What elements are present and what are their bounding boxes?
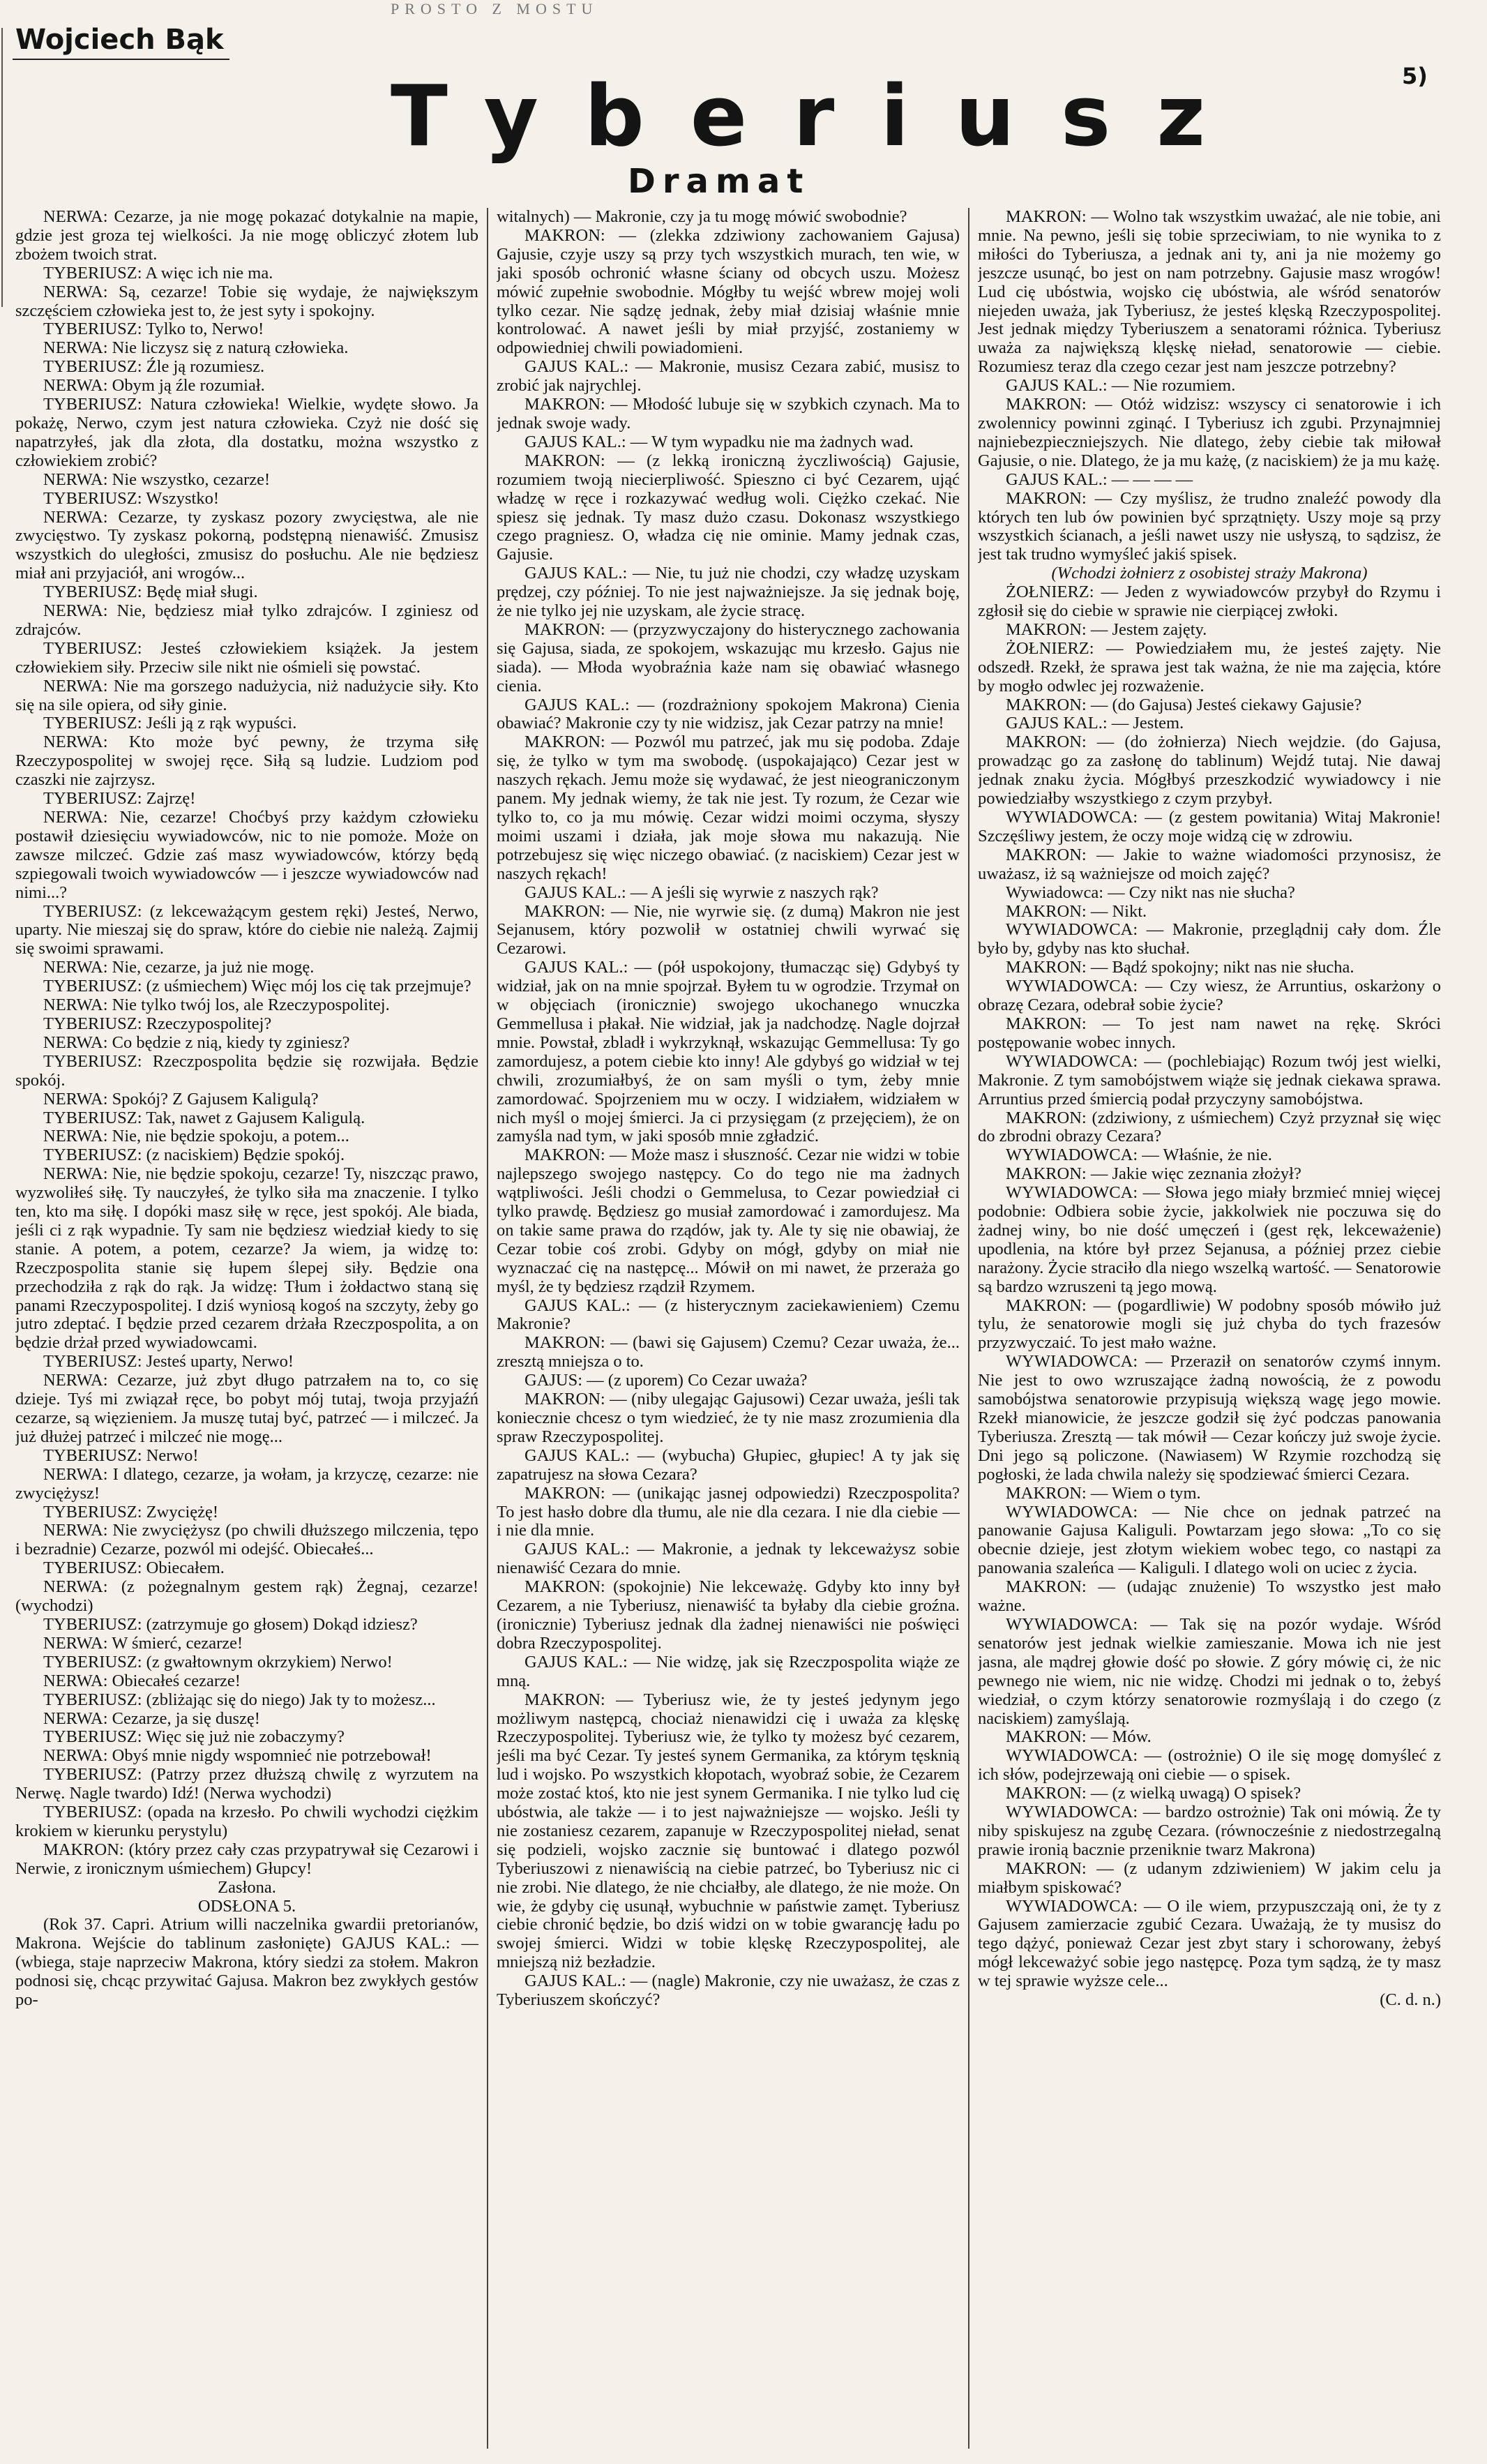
paragraph: MAKRON: — (z lekką ironiczną życzliwością) Gajusie, rozumiem twoją niecierpliwość. Spieszno ci być Cezarem, ująć władzę w ręce i rozkazywać według woli. Ciężko czekać. Nie spiesz się jednak. Ty masz dużo czasu. Dokonasz wszystkiego czego pragniesz. O, władza cię nie ominie. Mamy jednak czas, Gajusie. xyxy=(497,451,960,564)
paragraph: MAKRON: — Nikt. xyxy=(1006,901,1147,921)
paragraph: MAKRON: — Młodość lubuje się w szybkich czynach. Ma to jednak swoje wady. xyxy=(497,395,960,433)
paragraph: MAKRON: — Mów. xyxy=(1006,1727,1152,1747)
paragraph: MAKRON: — Otóż widzisz: wszyscy ci senatorowie i ich zwolennicy powinni zginąć. I Tyberiusz ich zgubi. Przynajmniej najniebezpieczniejszych. Nie dlatego, żeby ciebie tak miłował Gajusie, o nie. Dlatego, że ja mu każę, (z naciskiem) że ja mu każę. xyxy=(978,395,1441,470)
paragraph: MAKRON: — (pogardliwie) W podobny sposób mówiło już tylu, że senatorowie mogli się już chyba do tych frazesów przyzwyczaić. To jest mało ważne. xyxy=(978,1295,1441,1353)
paragraph: MAKRON: — Może masz i słuszność. Cezar nie widzi w tobie najlepszego swojego następcy. Co do tego nie ma żadnych wątpliwości. Jeśli chodzi o Gemmelusa, to Cezar powiedział ci tylko prawdę. Będziesz go musiał zamordować i zamordujesz. Ma on takie same prawa do rządów, jak ty. Ale ty się nie obawiaj, że Cezar tobie coś zrobi. Gdyby on mógł, gdyby on miał nie wyznaczać cię na następcę... Mówił on mi nawet, że przeraża go myśl, że ty będziesz rządził Rzymem. xyxy=(497,1145,960,1296)
paragraph: TYBERIUSZ: (zatrzymuje go głosem) Dokąd idziesz? xyxy=(43,1614,418,1634)
paragraph: TYBERIUSZ: Nerwo! xyxy=(43,1445,199,1465)
paragraph: MAKRON: — Jakie więc zeznania złożył? xyxy=(1006,1164,1301,1184)
text-column-2 xyxy=(497,208,960,2449)
paragraph: NERWA: W śmierć, cezarze! xyxy=(43,1633,243,1653)
paragraph: TYBERIUSZ: (opada na krzesło. Po chwili wychodzi ciężkim krokiem w kierunku perystylu) xyxy=(15,1803,478,1840)
paragraph: NERWA: Cezarze, ja nie mogę pokazać dotykalnie na mapie, gdzie jest groza tej wielkości. Ja nie mogę obliczyć złotem lub zbożem twoich strat. xyxy=(15,208,478,264)
paragraph: NERWA: Nie zwyciężysz (po chwili dłuższego milczenia, tępo i bezradnie) Cezarze, pozwól mi odejść. Obiecałeś... xyxy=(15,1521,478,1559)
paragraph: MAKRON: — (unikając jasnej odpowiedzi) Rzeczpospolita? To jest hasło dobre dla tłumu, ale nie dla cezara. I nie dla ciebie — i nie dla mnie. xyxy=(497,1483,960,1540)
paragraph: WYWIADOWCA: — Słowa jego miały brzmieć mniej więcej podobnie: Odbiera sobie życie, jakkolwiek nie poczuwa się do żadnej winy, bo nie dość umęczeń i (gest ręk, lekceważenie) upodlenia, na które był przez Sejanusa, a później przez ciebie narażony. Życie straciło dla niego wszelką wartość. — Senatorowie są bardzo wzruszeni tą jego mową. xyxy=(978,1183,1441,1296)
paragraph: NERWA: Cezarze, ja się duszę! xyxy=(43,1708,260,1728)
paragraph: MAKRON: (zdziwiony, z uśmiechem) Czyż przyznał się więc do zbrodni obrazy Cezara? xyxy=(978,1108,1441,1146)
paragraph: NERWA: Cezarze, ty zyskasz pozory zwycięstwa, ale nie zwycięstwo. Ty zyskasz pokorną, podstępną nienawiść. Zmusisz wszystkich do uległości, zmusisz do posłuchu. Ale nie będziesz miał ani przyjaciół, ani wrogów... xyxy=(15,507,478,583)
paragraph: TYBERIUSZ: Jesteś uparty, Nerwo! xyxy=(43,1352,294,1372)
paragraph: NERWA: Nie, nie będzie spokoju, a potem... xyxy=(43,1127,349,1146)
paragraph: NERWA: Nie ma gorszego nadużycia, niż nadużycie siły. Kto się na sile opiera, od siły ginie. xyxy=(15,676,478,714)
paragraph: GAJUS KAL.: — (rozdrażniony spokojem Makrona) Cienia obawiać? Makronie czy ty nie widzisz, jak Cezar patrzy na mnie! xyxy=(497,695,960,733)
paragraph: ODSŁONA 5. xyxy=(197,1896,296,1916)
paragraph: MAKRON: — (przyzwyczajony do histerycznego zachowania się Gajusa, siada, ze spokojem, wskazując mu krzesło. Gajus nie siada). — Młoda wyobraźnia każe nam się obawiać własnego cienia. xyxy=(497,619,960,696)
margin-rule xyxy=(1,28,3,307)
paragraph: GAJUS KAL.: — Jestem. xyxy=(1006,714,1184,733)
text-column-3 xyxy=(978,208,1441,2449)
paragraph: TYBERIUSZ: A więc ich nie ma. xyxy=(43,263,273,283)
paragraph: NERWA: Nie, nie będzie spokoju, cezarze! Ty, niszcząc prawo, wyzwoliłeś siłę. Ty nauczyłeś, że tylko siła ma znaczenie. I tylko ten, kto ma siłę. I dopóki masz siłę w ręce, jest spokój. Ale biada, jeśli ci z rąk wypadnie. Ty sam nie będziesz wiedział kiedy to się stanie. A potem, a potem, cezarze? Ja wiem, ja widzę to: Rzeczpospolita stanie się łupem ślepej siły. Będzie ona przechodziła z rąk do rąk. Ja widzę: Tłum i żołdactwo staną się panami Rzeczypospolitej. I dziś wyniosą kogoś na szczyty, żeby go jutro zdeptać. I będzie przed cezarem drżała Rzeczpospolita, a on będzie drżał przed wywiadowcami. xyxy=(15,1164,478,1353)
paragraph: NERWA: I dlatego, cezarze, ja wołam, ja krzyczę, cezarze: nie zwyciężysz! xyxy=(15,1464,478,1503)
paragraph: TYBERIUSZ: (Patrzy przez dłuższą chwilę z wyrzutem na Nerwę. Nagle twardo) Idź! (Nerwa wychodzi) xyxy=(15,1765,478,1803)
paragraph: MAKRON: — Tyberiusz wie, że ty jesteś jedynym jego możliwym następcą, chociaż nienawidzi cię i uważa za klęskę Rzeczypospolitej. Tyberiusz wie, że tylko ty możesz być cezarem, jeśli ma być Cezar. Ty jesteś synem Germanika, za którym tęsknią lud i wojsko. Po wszystkich kłopotach, wyobraź sobie, że Cezarem może zostać ktoś, kto nie jest synem Germanika. I nie tylko lud cię ubóstwia, ale także — i to jest najważniejsze — wojsko. Jeśli ty nie zostaniesz cezarem, zapanuje w Rzeczypospolitej nieład, senat się podzieli, wojsko zacznie się buntować i dlatego pozwól Tyberiuszowi z nienawiścią na ciebie patrzeć, bo Tyberiusz nic ci nie zrobi. Nie dlatego, że nie chciałby, ale dlatego, że nie może. On wie, że gdyby cię usunął, wybuchnie w państwie zamęt. Tyberiusz ciebie chronić będzie, bo dziś widzi on w tobie gwarancję ładu po swojej śmierci. Widzi w tobie klęskę Rzeczypospolitej, ale mniejszą niż bezładzie. xyxy=(497,1690,960,1972)
paragraph: WYWIADOWCA: — bardzo ostrożnie) Tak oni mówią. Że ty niby spiskujesz na zgubę Cezara. (równocześnie z niedostrzegalną prawie ironią bacznie przeniknie twarz Makrona) xyxy=(978,1803,1441,1859)
paragraph: WYWIADOWCA: — Przeraził on senatorów czymś innym. Nie jest to owo wzruszające żadną nowością, że z powodu samobójstwa senatorowie przypisują większą wagę jego mowie. Rzekł mianowicie, że jeszcze godził się żyć podczas panowania Tyberiusza. Zresztą — tak mówił — Cezar kończy już swoje życie. Dni jego są policzone. (Nawiasem) W Rzymie rozchodzą się pogłoski, że lada chwila należy się spodziewać śmierci Cezara. xyxy=(978,1352,1441,1484)
paragraph: Wywiadowca: — Czy nikt nas nie słucha? xyxy=(1006,882,1295,902)
column-divider xyxy=(968,208,969,2449)
page-title: Tyberiusz xyxy=(391,68,1252,165)
paragraph: MAKRON: — (bawi się Gajusem) Czemu? Cezar uważa, że... zresztą mniejsza o to. xyxy=(497,1333,960,1372)
text-column-1 xyxy=(15,208,478,2449)
paragraph: TYBERIUSZ: Jesteś człowiekiem książek. Ja jestem człowiekiem siły. Przeciw sile nikt nie ośmieli się powstać. xyxy=(15,638,478,677)
continuation-note: (C. d. n.) xyxy=(1380,1990,1441,2010)
paragraph: witalnych) — Makronie, czy ja tu mogę mówić swobodnie? xyxy=(497,208,907,226)
paragraph: MAKRON: — (do Gajusa) Jesteś ciekawy Gajusie? xyxy=(1006,695,1362,714)
paragraph: WYWIADOWCA: — O ile wiem, przypuszczają oni, że ty z Gajusem zamierzacie zgubić Cezara. Uważają, że ty musisz do tego dążyć, ponieważ Cezar jest zbyt stary i schorowany, żebyś mógł lekceważyć sobie jego następcę. Poza tym sądzą, że ty masz w tej sprawie wyższe cele... xyxy=(978,1896,1441,1991)
paragraph: NERWA: Są, cezarze! Tobie się wydaje, że największym szczęściem człowieka jest to, że jest syty i spokojny. xyxy=(15,282,478,320)
paragraph: MAKRON: — Nie, nie wyrwie się. (z dumą) Makron nie jest Sejanusem, który pozwolił w ostatniej chwili wyrwać się Cezarowi. xyxy=(497,901,960,959)
paragraph: (Rok 37. Capri. Atrium willi naczelnika gwardii pretorianów, Makrona. Wejście do tablinum zasłonięte) GAJUS KAL.: — (wbiega, staje naprzeciw Makrona, który siedzi za stołem. Makron podnosi się, chcąc przywitać Gajusa. Makron bez zwykłych gestów po- xyxy=(15,1915,478,2010)
paragraph: TYBERIUSZ: (z lekceważącym gestem ręki) Jesteś, Nerwo, uparty. Nie mieszaj się do spraw, które do ciebie nie należą. Zajmij się swoimi sprawami. xyxy=(15,901,478,959)
author-name: Wojciech Bąk xyxy=(13,24,229,60)
paragraph: NERWA: Co będzie z nią, kiedy ty zginiesz? xyxy=(43,1032,350,1052)
paragraph: GAJUS KAL.: — Makronie, musisz Cezara zabić, musisz to zrobić jak najrychlej. xyxy=(497,357,960,396)
paragraph: MAKRON: — To jest nam nawet na rękę. Skróci postępowanie wobec innych. xyxy=(978,1014,1441,1052)
paragraph: GAJUS KAL.: — Makronie, a jednak ty lekceważysz sobie nienawiść Cezara do mnie. xyxy=(497,1540,960,1578)
paragraph: GAJUS KAL.: — Nie rozumiem. xyxy=(1006,376,1236,396)
paragraph: TYBERIUSZ: Więc się już nie zobaczymy? xyxy=(43,1727,345,1747)
paragraph: NERWA: Obyś mnie nigdy wspomnieć nie potrzebował! xyxy=(43,1746,432,1766)
paragraph: NERWA: Kto może być pewny, że trzyma siłę Rzeczypospolitej w swojej ręce. Siłą są ludzie. Ludziom pod czaszki nie zajrzysz. xyxy=(15,733,478,790)
paragraph: GAJUS: — (z uporem) Co Cezar uważa? xyxy=(524,1371,808,1390)
paragraph: GAJUS KAL.: — (nagle) Makronie, czy nie uważasz, że czas z Tyberiuszem skończyć? xyxy=(497,1971,960,2010)
paragraph: MAKRON: — Bądź spokojny; nikt nas nie słucha. xyxy=(1006,958,1354,977)
paragraph: GAJUS KAL.: — W tym wypadku nie ma żadnych wad. xyxy=(524,432,914,451)
paragraph: WYWIADOWCA: — (pochlebiając) Rozum twój jest wielki, Makronie. Z tym samobójstwem wiąże się jednak ciekawa sprawa. Arruntius przed śmiercią podał przyczyny samobójstwa. xyxy=(978,1051,1441,1109)
paragraph: NERWA: Cezarze, już zbyt długo patrzałem na to, co się dzieje. Tyś mi związał ręce, bo pobyt mój tutaj, twoja przyjaźń cezarze, są więzieniem. Ja muszę tutaj być, patrzeć — i milczeć. Ja już dłużej patrzeć i milczeć nie mogę... xyxy=(15,1371,478,1446)
paragraph: NERWA: Obiecałeś cezarze! xyxy=(43,1671,241,1690)
paragraph: TYBERIUSZ: Rzeczypospolitej? xyxy=(43,1014,272,1033)
paragraph: MAKRON: — Wiem o tym. xyxy=(1006,1483,1201,1503)
paragraph: MAKRON: (który przez cały czas przypatrywał się Cezarowi i Nerwie, z ironicznym uśmiechem) Głupcy! xyxy=(15,1840,478,1878)
paragraph: TYBERIUSZ: Zajrzę! xyxy=(43,789,196,809)
paragraph: WYWIADOWCA: — Makronie, przeglądnij cały dom. Źle było by, gdyby nas kto słuchał. xyxy=(978,920,1441,959)
paragraph: TYBERIUSZ: Jeśli ją z rąk wypuści. xyxy=(43,714,297,733)
paragraph: GAJUS KAL.: — Nie, tu już nie chodzi, czy władzę uzyskam prędzej, czy później. To nie jest najważniejsze. Ja się jednak boję, że nie tylko jej nie uzyskam, ale życie stracę. xyxy=(497,564,960,621)
page-number: 5) xyxy=(1402,63,1428,89)
paragraph: MAKRON: — Wolno tak wszystkim uważać, ale nie tobie, ani mnie. Na pewno, jeśli się tobie sprzeciwiam, to nie wynika to z miłości do Tyberiusza, a jednak ani ty, ani ja nie możemy go jeszcze usunąć, bo jest on nam potrzebny. Gajusie masz wrogów! Lud cię ubóstwia, wojsko cię ubóstwia, ale wśród senatorów niejeden uważa, jak Tyberiusz, że jesteś klęską Rzeczypospolitej. Jest jednak między Tyberiuszem a senatorami różnica. Tyberiusz uważa za największą klęskę nieład, senatorowie — ciebie. Rozumiesz teraz dla czego cezar jest nam jeszcze potrzebny? xyxy=(978,208,1441,377)
paragraph: NERWA: Nie, cezarze! Choćbyś przy każdym człowieku postawił dziesięciu wywiadowców, nic to nie pomoże. Może on zawsze milczeć. Gdzie zaś masz wywiadowców, którzy będą szpiegowali twoich wywiadowców — i jeszcze wywiadowców nad nimi...? xyxy=(15,808,478,902)
paragraph: GAJUS KAL.: — Nie widzę, jak się Rzeczpospolita wiąże ze mną. xyxy=(497,1652,960,1690)
paragraph: MAKRON: — Czy myślisz, że trudno znaleźć powody dla których ten lub ów powinien być sprzątnięty. Uszy moje są przy wszystkich ścianach, a jeśli nawet uszy nie usłyszą, to sądzisz, że jest tak trudno wymyśleć jakiś spisek. xyxy=(978,488,1441,564)
paragraph: GAJUS KAL.: — (z histerycznym zaciekawieniem) Czemu Makronie? xyxy=(497,1295,960,1334)
paragraph: Zasłona. xyxy=(218,1877,276,1897)
paragraph: WYWIADOWCA: — Nie chce on jednak patrzeć na panowanie Gajusa Kaliguli. Powtarzam jego słowa: „To co się obecnie dzieje, jest złotym wiekiem wobec tego, co nastąpi za panowania szaleńca — Kaliguli. I dlatego woli on uciec z życia. xyxy=(978,1502,1441,1578)
paragraph: MAKRON: — (zlekka zdziwiony zachowaniem Gajusa) Gajusie, czyje uszy są przy tych wszystkich murach, ten wie, w jaki sposób ochronić własne ściany od obcych uszu. Możesz mówić zupełnie swobodnie. Mógłby tu wejść wbrew mojej woli tylko cezar. Nie sądzę jednak, żeby miał dzisiaj właśnie mnie kontrolować. A nawet jeśli by miał przyjść, zostaniemy w odpowiedniej chwili powiadomieni. xyxy=(497,225,960,358)
paragraph: TYBERIUSZ: Rzeczpospolita będzie się rozwijała. Będzie spokój. xyxy=(15,1051,478,1090)
paragraph: ŻOŁNIERZ: — Jeden z wywiadowców przybył do Rzymu i zgłosił się do ciebie w sprawie nie cierpiącej zwłoki. xyxy=(978,583,1441,621)
paragraph: GAJUS KAL.: — — — — xyxy=(1006,469,1193,489)
paragraph: TYBERIUSZ: (zbliżając się do niego) Jak ty to możesz... xyxy=(43,1690,436,1709)
column-divider xyxy=(487,208,488,2449)
paragraph: WYWIADOWCA: — Właśnie, że nie. xyxy=(1006,1145,1272,1165)
paragraph: NERWA: (z pożegnalnym gestem rąk) Żegnaj, cezarze! (wychodzi) xyxy=(15,1577,478,1616)
paragraph: MAKRON: — (z wielką uwagą) O spisek? xyxy=(1006,1784,1301,1803)
paragraph: NERWA: Nie, będziesz miał tylko zdrajców. I zginiesz od zdrajców. xyxy=(15,601,478,639)
paragraph: GAJUS KAL.: — A jeśli się wyrwie z naszych rąk? xyxy=(524,882,879,902)
paragraph: MAKRON: (spokojnie) Nie lekceważę. Gdyby kto inny był Cezarem, a nie Tyberiusz, nienawiść ta byłaby dla ciebie groźna. (ironicznie) Tyberiusz jednak dla żadnej nienawiści nie poświęci dobra Rzeczypospolitej. xyxy=(497,1577,960,1653)
paragraph: MAKRON: — (udając znużenie) To wszystko jest mało ważne. xyxy=(978,1577,1441,1616)
paragraph: NERWA: Nie tylko twój los, ale Rzeczypospolitej. xyxy=(43,996,390,1015)
paragraph: NERWA: Obym ją źle rozumiał. xyxy=(43,376,265,396)
paragraph: MAKRON: — (do żołnierza) Niech wejdzie. (do Gajusa, prowadząc go za zasłonę do tablinum) Wejdź tutaj. Nie dawaj jednak znaku życia. Mógłbyś przeszkodzić wywiadowcy i nie powiedziałby wszystkiego z czym przybył. xyxy=(978,733,1441,809)
paragraph: NERWA: Spokój? Z Gajusem Kaligulą? xyxy=(43,1089,319,1109)
paragraph: TYBERIUSZ: Tak, nawet z Gajusem Kaligulą. xyxy=(43,1108,365,1127)
paragraph: MAKRON: — (niby ulegając Gajusowi) Cezar uważa, jeśli tak koniecznie chcesz o tym wiedzieć, że ty nie masz zrozumienia dla spraw Rzeczypospolitej. xyxy=(497,1390,960,1446)
paragraph: MAKRON: — Pozwól mu patrzeć, jak mu się podoba. Zdaje się, że tylko w tym ma swobodę. (uspokajająco) Cezar jest w naszych rękach. Jemu może się wydawać, że jest nieograniczonym panem. My jednak wiemy, że tak nie jest. Ty rozum, że Cezar wie tylko to, co ja mu mówię. Cezar widzi moimi oczyma, słyszy moimi uszami i działa, jak moje słowa mu nakazują. Nie potrzebujesz się więc niczego obawiać. (z naciskiem) Cezar jest w naszych rękach! xyxy=(497,733,960,883)
paragraph: ŻOŁNIERZ: — Powiedziałem mu, że jesteś zajęty. Nie odszedł. Rzekł, że sprawa jest tak ważna, że nie ma zajęcia, które by mogło odwlec jej rozważenie. xyxy=(978,638,1441,696)
paragraph: WYWIADOWCA: — (z gestem powitania) Witaj Makronie! Szczęśliwy jestem, że oczy moje widzą cię w zdrowiu. xyxy=(978,808,1441,846)
paragraph: TYBERIUSZ: Źle ją rozumiesz. xyxy=(43,357,265,377)
paragraph: GAJUS KAL.: — (wybucha) Głupiec, głupiec! A ty jak się zapatrujesz na słowa Cezara? xyxy=(497,1445,960,1484)
paragraph: GAJUS KAL.: — (pół uspokojony, tłumacząc się) Gdybyś ty widział, jak on na mnie spojrzał. Byłem tu w ogrodzie. Trzymał on w objęciach (ironicznie) swojego ukochanego wnuczka Gemmellusa i płakał. Nie widział, jak ja nadchodzę. Nagle dojrzał mnie. Powstał, zbladł i wykrzyknął, wskazując Gemmellusa: Ty go zamordujesz, a potem ciebie kto inny! Ale gdybyś go widział w tej chwili, zrozumiałbyś, że on sam myśli o tym, żeby mnie zamordować. Spojrzeniem mu w oczy. I widziałem, widziałem w nich myśl o mojej śmierci. Ja ci przysięgam (z przejęciem), że on zamyśla nad tym, w jaki sposób mnie zgładzić. xyxy=(497,958,960,1146)
paragraph: MAKRON: — Jestem zajęty. xyxy=(1006,619,1207,639)
paragraph: MAKRON: — (z udanym zdziwieniem) W jakim celu ja miałbym spiskować? xyxy=(978,1858,1441,1897)
paragraph: TYBERIUSZ: (z uśmiechem) Więc mój los cię tak przejmuje? xyxy=(43,977,471,996)
top-fragment: PROSTO Z MOSTU xyxy=(391,0,598,17)
paragraph: TYBERIUSZ: Tylko to, Nerwo! xyxy=(43,320,264,339)
paragraph: WYWIADOWCA: — (ostrożnie) O ile się mogę domyśleć z ich słów, podejrzewają oni ciebie — o spisek. xyxy=(978,1746,1441,1785)
paragraph: TYBERIUSZ: Będę miał sługi. xyxy=(43,583,258,602)
paragraph: NERWA: Nie, cezarze, ja już nie mogę. xyxy=(43,958,315,977)
paragraph: (Wchodzi żołnierz z osobistej straży Makrona) xyxy=(1051,564,1368,583)
paragraph: MAKRON: — Jakie to ważne wiadomości przynosisz, że uważasz, iż są ważniejsze od moich zajęć? xyxy=(978,845,1441,883)
paragraph: TYBERIUSZ: Zwyciężę! xyxy=(43,1502,219,1522)
paragraph: WYWIADOWCA: — Tak się na pozór wydaje. Wśród senatorów jest jednak wielkie zamieszanie. Mowa ich nie jest jasna, ale mądrej głowie dość po słowie. Z góry mówię ci, że nic pewnego nie wiem, nic nie widzę. Chodzi mi jednak o to, żebyś wiedział, o czym którzy senatorowie rozmyślają i do czego (z naciskiem) zamyślają. xyxy=(978,1614,1441,1728)
paragraph: WYWIADOWCA: — Czy wiesz, że Arruntius, oskarżony o obrazę Cezara, odebrał sobie życie? xyxy=(978,977,1441,1015)
paragraph: TYBERIUSZ: (z naciskiem) Będzie spokój. xyxy=(43,1145,345,1165)
paragraph: TYBERIUSZ: Wszystko! xyxy=(43,488,220,508)
paragraph: TYBERIUSZ: Natura człowieka! Wielkie, wydęte słowo. Ja pokażę, Nerwo, czym jest natura człowieka. Czyż nie dość się napatrzyłeś, jak dla złota, dla dostatku, można wszystko z człowiekiem zrobić? xyxy=(15,395,478,470)
paragraph: NERWA: Nie wszystko, cezarze! xyxy=(43,469,271,489)
page-subtitle: Dramat xyxy=(628,162,810,201)
paragraph: TYBERIUSZ: (z gwałtownym okrzykiem) Nerwo! xyxy=(43,1652,393,1672)
paragraph: NERWA: Nie liczysz się z naturą człowieka. xyxy=(43,338,349,358)
paragraph: TYBERIUSZ: Obiecałem. xyxy=(43,1558,225,1578)
